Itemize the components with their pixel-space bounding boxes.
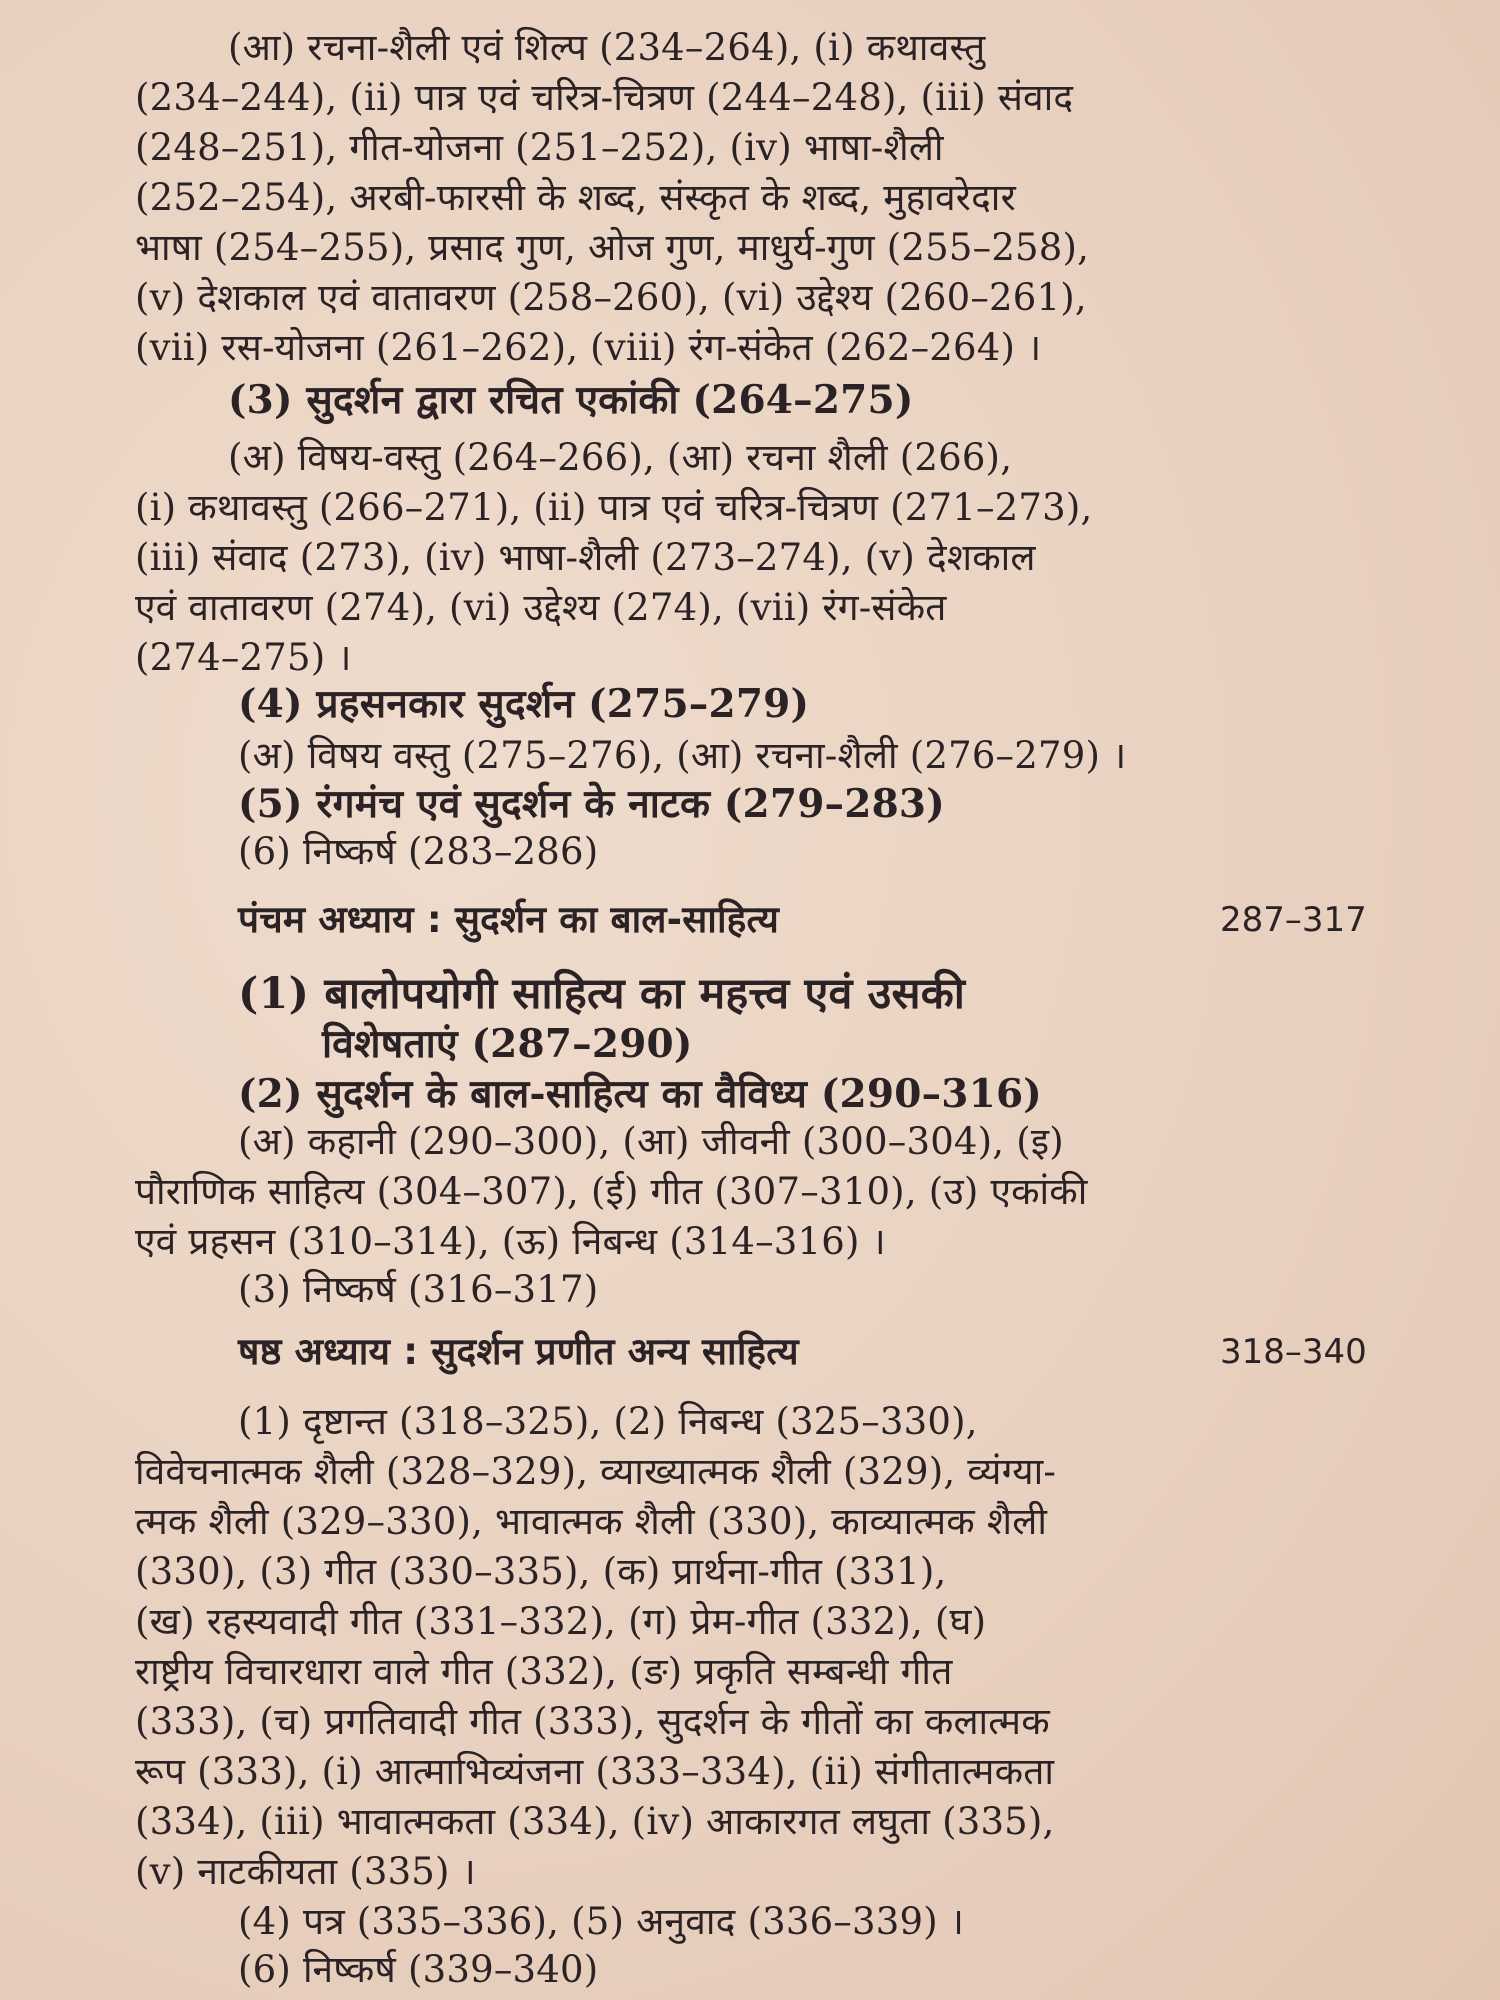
text-line: (v) नाटकीयता (335) । (135, 1850, 476, 1893)
section-heading: (2) सुदर्शन के बाल-साहित्य का वैविध्य (290–316) (238, 1071, 1042, 1117)
text-line: त्मक शैली (329–330), भावात्मक शैली (330), काव्यात्मक शैली (135, 1500, 1048, 1543)
text-line: (334), (iii) भावात्मकता (334), (iv) आकारगत लघुता (335), (135, 1800, 1055, 1843)
text-line: (अ) विषय-वस्तु (264–266), (आ) रचना शैली (266), (228, 436, 1013, 479)
section-heading: (1) बालोपयोगी साहित्य का महत्त्व एवं उसकी (238, 969, 966, 1019)
text-line: (330), (3) गीत (330–335), (क) प्रार्थना-गीत (331), (135, 1550, 947, 1593)
text-line: रूप (333), (i) आत्माभिव्यंजना (333–334), (ii) संगीतात्मकता (135, 1750, 1055, 1793)
text-line: (अ) कहानी (290–300), (आ) जीवनी (300–304), (इ) (238, 1120, 1064, 1163)
section-heading: (5) रंगमंच एवं सुदर्शन के नाटक (279–283) (238, 781, 945, 827)
text-line: भाषा (254–255), प्रसाद गुण, ओज गुण, माधुर्य-गुण (255–258), (135, 226, 1090, 269)
text-line: विवेचनात्मक शैली (328–329), व्याख्यात्मक शैली (329), व्यंग्या- (135, 1450, 1057, 1493)
section-heading: (4) प्रहसनकार सुदर्शन (275–279) (238, 681, 810, 727)
text-line: (iii) संवाद (273), (iv) भाषा-शैली (273–274), (v) देशकाल (135, 536, 1036, 579)
page-range: 287–317 (1220, 900, 1367, 940)
text-line: (4) पत्र (335–336), (5) अनुवाद (336–339) । (238, 1900, 965, 1943)
section-heading: (3) सुदर्शन द्वारा रचित एकांकी (264–275) (228, 377, 914, 423)
text-line: पौराणिक साहित्य (304–307), (ई) गीत (307–310), (उ) एकांकी (135, 1170, 1088, 1213)
text-line: (आ) रचना-शैली एवं शिल्प (234–264), (i) कथावस्तु (228, 26, 986, 69)
page-range: 318–340 (1220, 1332, 1367, 1372)
text-line: (i) कथावस्तु (266–271), (ii) पात्र एवं चरित्र-चित्रण (271–273), (135, 486, 1093, 529)
text-line: (vii) रस-योजना (261–262), (viii) रंग-संकेत (262–264) । (135, 326, 1042, 369)
chapter-heading: पंचम अध्याय : सुदर्शन का बाल-साहित्य (238, 898, 780, 941)
text-line: (333), (च) प्रगतिवादी गीत (333), सुदर्शन के गीतों का कलात्मक (135, 1700, 1050, 1743)
text-line: (234–244), (ii) पात्र एवं चरित्र-चित्रण (244–248), (iii) संवाद (135, 76, 1074, 119)
text-line: (3) निष्कर्ष (316–317) (238, 1268, 599, 1311)
text-line: (248–251), गीत-योजना (251–252), (iv) भाषा-शैली (135, 126, 944, 169)
text-line: एवं वातावरण (274), (vi) उद्देश्य (274), (vii) रंग-संकेत (135, 586, 947, 629)
text-line: (1) दृष्टान्त (318–325), (2) निबन्ध (325–330), (238, 1400, 978, 1443)
text-line: (6) निष्कर्ष (339–340) (238, 1948, 599, 1991)
text-line: (6) निष्कर्ष (283–286) (238, 830, 599, 873)
text-line: राष्ट्रीय विचारधारा वाले गीत (332), (ङ) प्रकृति सम्बन्धी गीत (135, 1650, 953, 1693)
chapter-heading: षष्ठ अध्याय : सुदर्शन प्रणीत अन्य साहित्य (238, 1330, 799, 1373)
text-line: एवं प्रहसन (310–314), (ऊ) निबन्ध (314–316) । (135, 1220, 886, 1263)
text-line: (252–254), अरबी-फारसी के शब्द, संस्कृत के शब्द, मुहावरेदार (135, 176, 1016, 219)
text-line: (274–275) । (135, 636, 352, 679)
section-heading: विशेषताएं (287–290) (322, 1021, 693, 1067)
text-line: (ख) रहस्यवादी गीत (331–332), (ग) प्रेम-गीत (332), (घ) (135, 1600, 987, 1643)
text-line: (अ) विषय वस्तु (275–276), (आ) रचना-शैली (276–279) । (238, 734, 1127, 777)
text-line: (v) देशकाल एवं वातावरण (258–260), (vi) उद्देश्य (260–261), (135, 276, 1087, 319)
